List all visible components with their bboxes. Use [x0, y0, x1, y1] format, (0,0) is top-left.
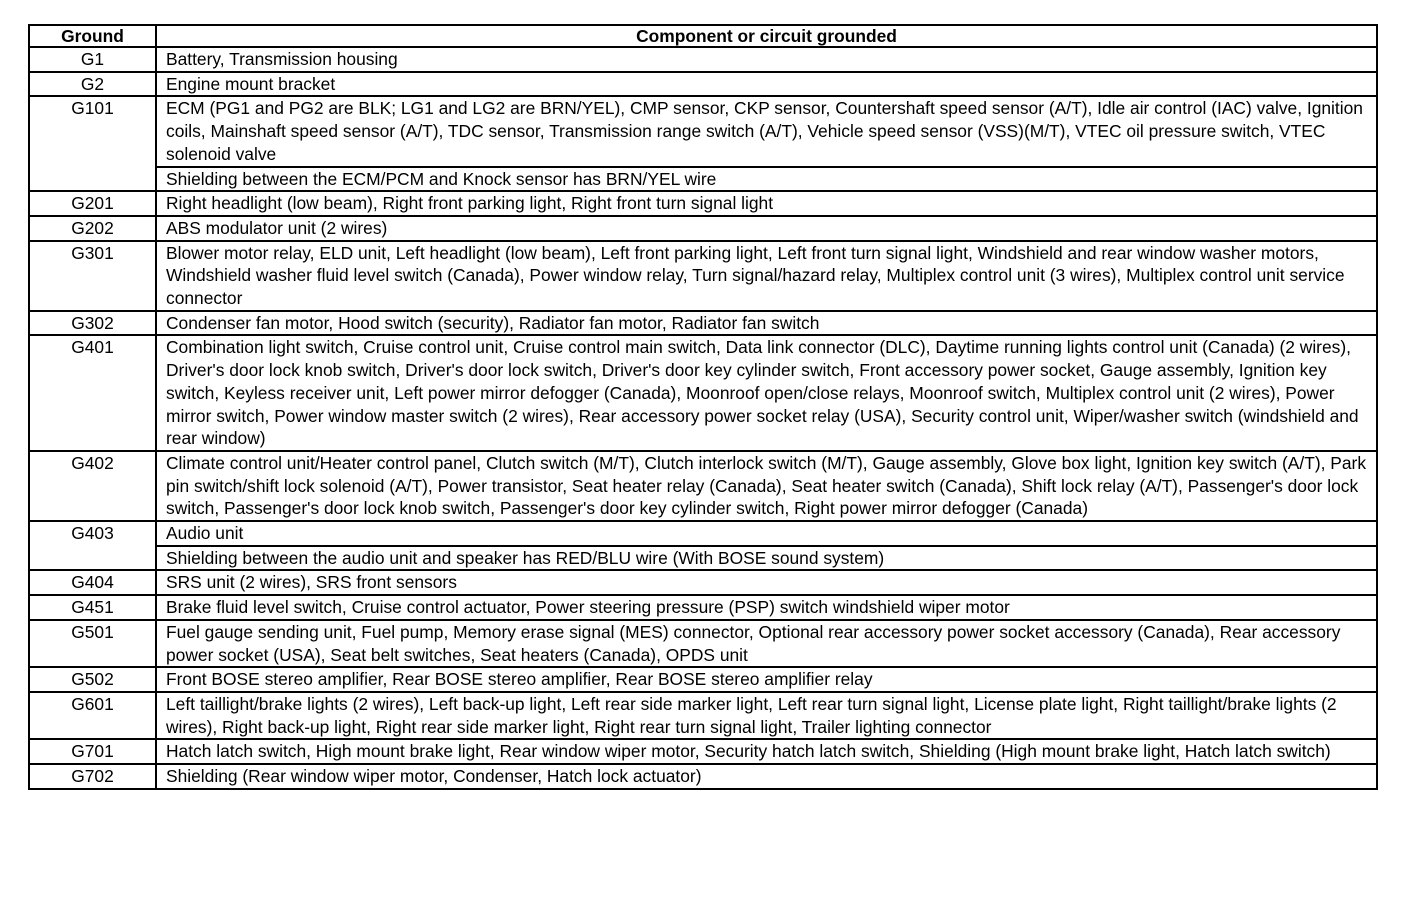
component-cell: SRS unit (2 wires), SRS front sensors	[156, 570, 1377, 595]
component-cell: Condenser fan motor, Hood switch (security), Radiator fan motor, Radiator fan switch	[156, 311, 1377, 336]
table-row	[29, 595, 1377, 620]
component-cell: Battery, Transmission housing	[156, 47, 1377, 72]
component-cell: ECM (PG1 and PG2 are BLK; LG1 and LG2 are BRN/YEL), CMP sensor, CKP sensor, Countershaft speed sensor (A/T), Idle air control (IAC) valve, Ignition coils, Mainshaft speed sensor (A/T), TDC sensor, Transmission range switch (A/T), Vehicle speed sensor (VSS)(M/T), VTEC oil pressure switch, VTEC solenoid valve	[156, 96, 1377, 166]
header-row	[29, 25, 1377, 47]
table-row	[29, 451, 1377, 521]
component-cell: Shielding between the ECM/PCM and Knock sensor has BRN/YEL wire	[156, 167, 1377, 192]
component-cell: ABS modulator unit (2 wires)	[156, 216, 1377, 241]
ground-id-cell: G601	[29, 692, 156, 739]
ground-id-cell: G502	[29, 667, 156, 692]
component-cell: Right headlight (low beam), Right front parking light, Right front turn signal light	[156, 191, 1377, 216]
ground-id-cell: G501	[29, 620, 156, 667]
table-row	[29, 667, 1377, 692]
ground-id-cell: G1	[29, 47, 156, 72]
ground-id-cell: G101	[29, 96, 156, 191]
ground-id-cell: G451	[29, 595, 156, 620]
component-cell: Blower motor relay, ELD unit, Left headlight (low beam), Left front parking light, Left front turn signal light, Windshield and rear window washer motors, Windshield washer fluid level switch (Canada), Power window relay, Turn signal/hazard relay, Multiplex control unit (3 wires), Multiplex control unit service connector	[156, 241, 1377, 311]
table-row	[29, 692, 1377, 739]
component-cell: Combination light switch, Cruise control unit, Cruise control main switch, Data link connector (DLC), Daytime running lights control unit (Canada) (2 wires), Driver's door lock knob switch, Driver's door lock switch, Driver's door key cylinder switch, Front accessory power socket, Gauge assembly, Ignition key switch, Keyless receiver unit, Left power mirror defogger (Canada), Moonroof open/close relays, Moonroof switch, Multiplex control unit (2 wires), Power mirror switch, Power window master switch (2 wires), Rear accessory power socket relay (USA), Security control unit, Wiper/washer switch (windshield and rear window)	[156, 335, 1377, 451]
component-cell: Fuel gauge sending unit, Fuel pump, Memory erase signal (MES) connector, Optional rear accessory power socket accessory (Canada), Rear accessory power socket (USA), Seat belt switches, Seat heaters (Canada), OPDS unit	[156, 620, 1377, 667]
component-cell: Shielding between the audio unit and speaker has RED/BLU wire (With BOSE sound system)	[156, 546, 1377, 571]
ground-id-cell: G201	[29, 191, 156, 216]
component-cell: Climate control unit/Heater control panel, Clutch switch (M/T), Clutch interlock switch (M/T), Gauge assembly, Glove box light, Ignition key switch (A/T), Park pin switch/shift lock solenoid (A/T), Power transistor, Seat heater relay (Canada), Seat heater switch (Canada), Shift lock relay (A/T), Passenger's door lock switch, Passenger's door lock knob switch, Passenger's door key cylinder switch, Right power mirror defogger (Canada)	[156, 451, 1377, 521]
component-cell: Brake fluid level switch, Cruise control actuator, Power steering pressure (PSP) switch windshield wiper motor	[156, 595, 1377, 620]
ground-table	[28, 24, 1378, 790]
table-row	[29, 311, 1377, 336]
table-row	[29, 241, 1377, 311]
table-row	[29, 620, 1377, 667]
ground-id-cell: G301	[29, 241, 156, 311]
table-row	[29, 570, 1377, 595]
ground-id-cell: G701	[29, 739, 156, 764]
table-row	[29, 72, 1377, 97]
ground-id-cell: G2	[29, 72, 156, 97]
component-cell: Hatch latch switch, High mount brake light, Rear window wiper motor, Security hatch latch switch, Shielding (High mount brake light, Hatch latch switch)	[156, 739, 1377, 764]
table-row	[29, 521, 1377, 546]
component-cell: Shielding (Rear window wiper motor, Condenser, Hatch lock actuator)	[156, 764, 1377, 789]
table-header	[29, 25, 1377, 47]
ground-id-cell: G404	[29, 570, 156, 595]
ground-id-cell: G202	[29, 216, 156, 241]
column-header-component: Component or circuit grounded	[156, 25, 1377, 47]
table-row	[29, 96, 1377, 166]
table-row	[29, 167, 1377, 192]
table-row	[29, 47, 1377, 72]
table-row	[29, 335, 1377, 451]
ground-id-cell: G402	[29, 451, 156, 521]
component-cell: Audio unit	[156, 521, 1377, 546]
column-header-ground: Ground	[29, 25, 156, 47]
table-row	[29, 739, 1377, 764]
ground-id-cell: G401	[29, 335, 156, 451]
ground-id-cell: G302	[29, 311, 156, 336]
table-row	[29, 216, 1377, 241]
table-row	[29, 546, 1377, 571]
component-cell: Front BOSE stereo amplifier, Rear BOSE stereo amplifier, Rear BOSE stereo amplifier relay	[156, 667, 1377, 692]
component-cell: Left taillight/brake lights (2 wires), Left back-up light, Left rear side marker light, Left rear turn signal light, License plate light, Right taillight/brake lights (2 wires), Right back-up light, Right rear side marker light, Right rear turn signal light, Trailer lighting connector	[156, 692, 1377, 739]
component-cell: Engine mount bracket	[156, 72, 1377, 97]
ground-id-cell: G403	[29, 521, 156, 570]
ground-id-cell: G702	[29, 764, 156, 789]
table-body	[29, 47, 1377, 789]
table-row	[29, 191, 1377, 216]
table-row	[29, 764, 1377, 789]
